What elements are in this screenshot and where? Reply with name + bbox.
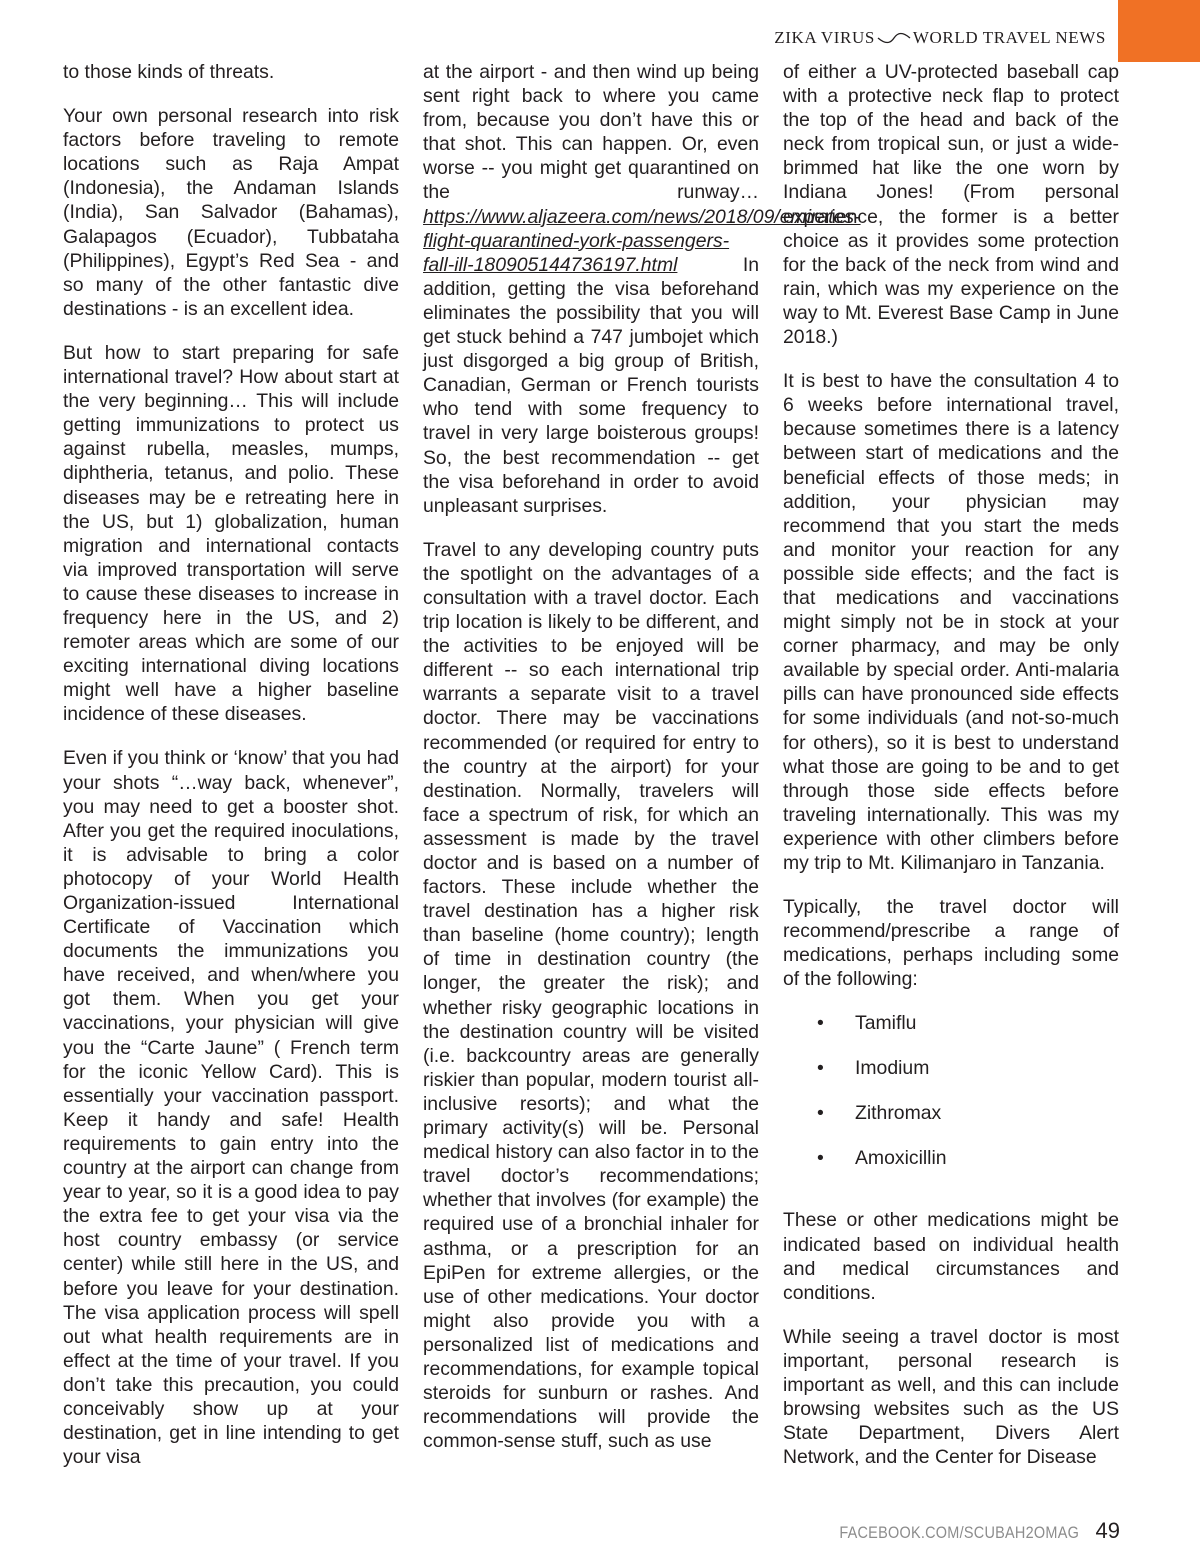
paragraph: But how to start preparing for safe international travel? How about start at the very beginning… This will include getting immunizations to protect us against rubella, measles, mumps, diphtheria, tetanus, and polio. These diseases may be e retreating here in the US, but 1) globalization, human migration and international contacts via improved transportation will serve to cause these diseases to increase in frequency here in the US, and 2) remoter areas which are some of our exciting international diving locations might well have a higher baseline incidence of these diseases. (63, 341, 399, 726)
footer-website: FACEBOOK.COM/SCUBAH2OMAG (839, 1523, 1080, 1542)
paragraph: to those kinds of threats. (63, 61, 275, 83)
bullet-icon: • (817, 1057, 824, 1080)
list-item (783, 1101, 1119, 1146)
paragraph-text: In addition, getting the visa beforehand eliminates the possibility that you will get stuck behind a 747 jumbojet which just disgorged a big group of British, Canadian, German or French tourists who tend with some frequency to travel in very large boisterous groups! So, the best recommendation -- get the visa beforehand in order to avoid unpleasant surprises. (423, 253, 759, 517)
paragraph: Travel to any developing country puts the spotlight on the advantages of a consultation with a travel doctor. Each trip location is likely to be different, and the activities to be enjoyed will be different -- so each international trip warrants a separate visit to a travel doctor. There may be vaccinations recommended (or required for entry to the country at the airport) for your destination. Normally, travelers will face a spectrum of risk, for which an assessment is made by the travel doctor and is based on a number of factors. These include whether the travel destination has a higher risk than baseline (home country); length of time in destination country (the longer, the greater the risk); and whether risky geographic locations in the destination country will be visited (i.e. backcountry areas are generally riskier than popular, modern tourist all-inclusive resorts); and what the primary activity(s) will be. Personal medical history can also factor in to the travel doctor’s recommendations; whether that involves (for example) the required use of a bronchial inhaler for asthma, or a prescription for an EpiPen for extreme allergies, or the use of other medications. Your doctor might also provide you with a personalized list of medications and recommendations, for example topical steroids for sunburn or rashes. And recommendations will provide the common-sense stuff, such as use (423, 538, 759, 1453)
bullet-icon: • (817, 1147, 824, 1170)
paragraph: Your own personal research into risk factors before traveling to remote locations such as Raja Ampat (Indonesia), the Andaman Islands (India), San Salvador (Bahamas), Galapagos (Ecuador), Tubbataha (Philippines), Egypt’s Red Sea - and so many of the other fantastic dive destinations - is an excellent idea. (63, 105, 399, 320)
column-3 (783, 60, 1119, 1489)
medication-name: Amoxicillin (855, 1147, 947, 1170)
bullet-icon: • (817, 1102, 824, 1125)
paragraph: It is best to have the consultation 4 to 6 weeks before international travel, because sometimes there is a latency between start of medications and the beneficial effects of those meds; in addition, your physician may recommend that you start the meds and monitor your reaction for any possible side effects; and the fact is that medications and vaccinations might simply not be in stock at your corner pharmacy, and may be only available by special order. Anti-malaria pills can have pronounced side effects for some individuals (and not-so-much for others), so it is best to understand what those are going to be and to get through those side effects before traveling internationally. This was my experience with other climbers before my trip to Mt. Kilimanjaro in Tanzania. (783, 370, 1119, 874)
medication-name: Zithromax (855, 1102, 942, 1125)
paragraph: Even if you think or ‘know’ that you had your shots “…way back, whenever”, you may need to get a booster shot. After you get the required inoculations, it is advisable to bring a color photocopy of your World Health Organization-issued International Certificate of Vaccination which documents the immunizations you have received, and when/where you got them. When you get your vaccinations, your physician will give you the “Carte Jaune” ( French term for the iconic Yellow Card). This is essentially your vaccination passport. Keep it handy and safe! Health requirements to gain entry into the country at the airport can change from year to year, so it is a good idea to pay the extra fee to get your visa via the host country embassy (or service center) while still here in the US, and before you leave for your destination. The visa application process will spell out what health requirements are in effect at the time of your travel. If you don’t take this precaution, you could conceivably show up at your destination, get in line intending to get your visa (63, 747, 399, 1469)
medication-list (783, 1011, 1119, 1191)
medication-name: Imodium (855, 1057, 930, 1080)
paragraph: These or other medications might be indicated based on individual health and medical circumstances and conditions. (783, 1209, 1119, 1304)
bullet-icon: • (817, 1012, 824, 1035)
list-item (783, 1146, 1119, 1191)
list-item (783, 1011, 1119, 1056)
orange-corner-tab (1118, 0, 1200, 62)
aljazeera-article-link[interactable]: https://www.aljazeera.com/news/2018/09/emirates-flight-quarantined-york-passengers-fall-ill-180905144736197.html (423, 205, 861, 276)
paragraph: While seeing a travel doctor is most important, personal research is important as well, and this can include browsing websites such as the US State Department, Divers Alert Network, and the Center for Disease (783, 1325, 1119, 1469)
header-publication: WORLD TRAVEL NEWS (912, 28, 1106, 47)
paragraph: of either a UV-protected baseball cap with a protective neck flap to protect the top of the head and back of the neck from tropical sun, or just a wide-brimmed hat like the one worn by Indiana Jones! (From personal experience, the former is a better choice as it provides some protection for the back of the neck from wind and rain, which was my experience on the way to Mt. Everest Base Camp in June 2018.) (783, 61, 1119, 349)
swash-ornament-icon (877, 31, 911, 45)
page-number: 49 (1095, 1518, 1120, 1543)
header-section: ZIKA VIRUS (774, 28, 875, 47)
paragraph-text: at the airport - and then wind up being sent right back to where you came from, because you don’t have this or that shot. This can happen. Or, even worse -- you might get quarantined on the runway… (423, 61, 759, 204)
column-1 (63, 60, 399, 1489)
medication-name: Tamiflu (855, 1012, 917, 1035)
paragraph (423, 60, 861, 518)
paragraph: Typically, the travel doctor will recommend/prescribe a range of medications, perhaps including some of the following: (783, 896, 1119, 991)
running-header (774, 28, 1106, 48)
column-2 (423, 60, 861, 1473)
list-item (783, 1056, 1119, 1101)
page-footer (797, 1518, 1120, 1544)
